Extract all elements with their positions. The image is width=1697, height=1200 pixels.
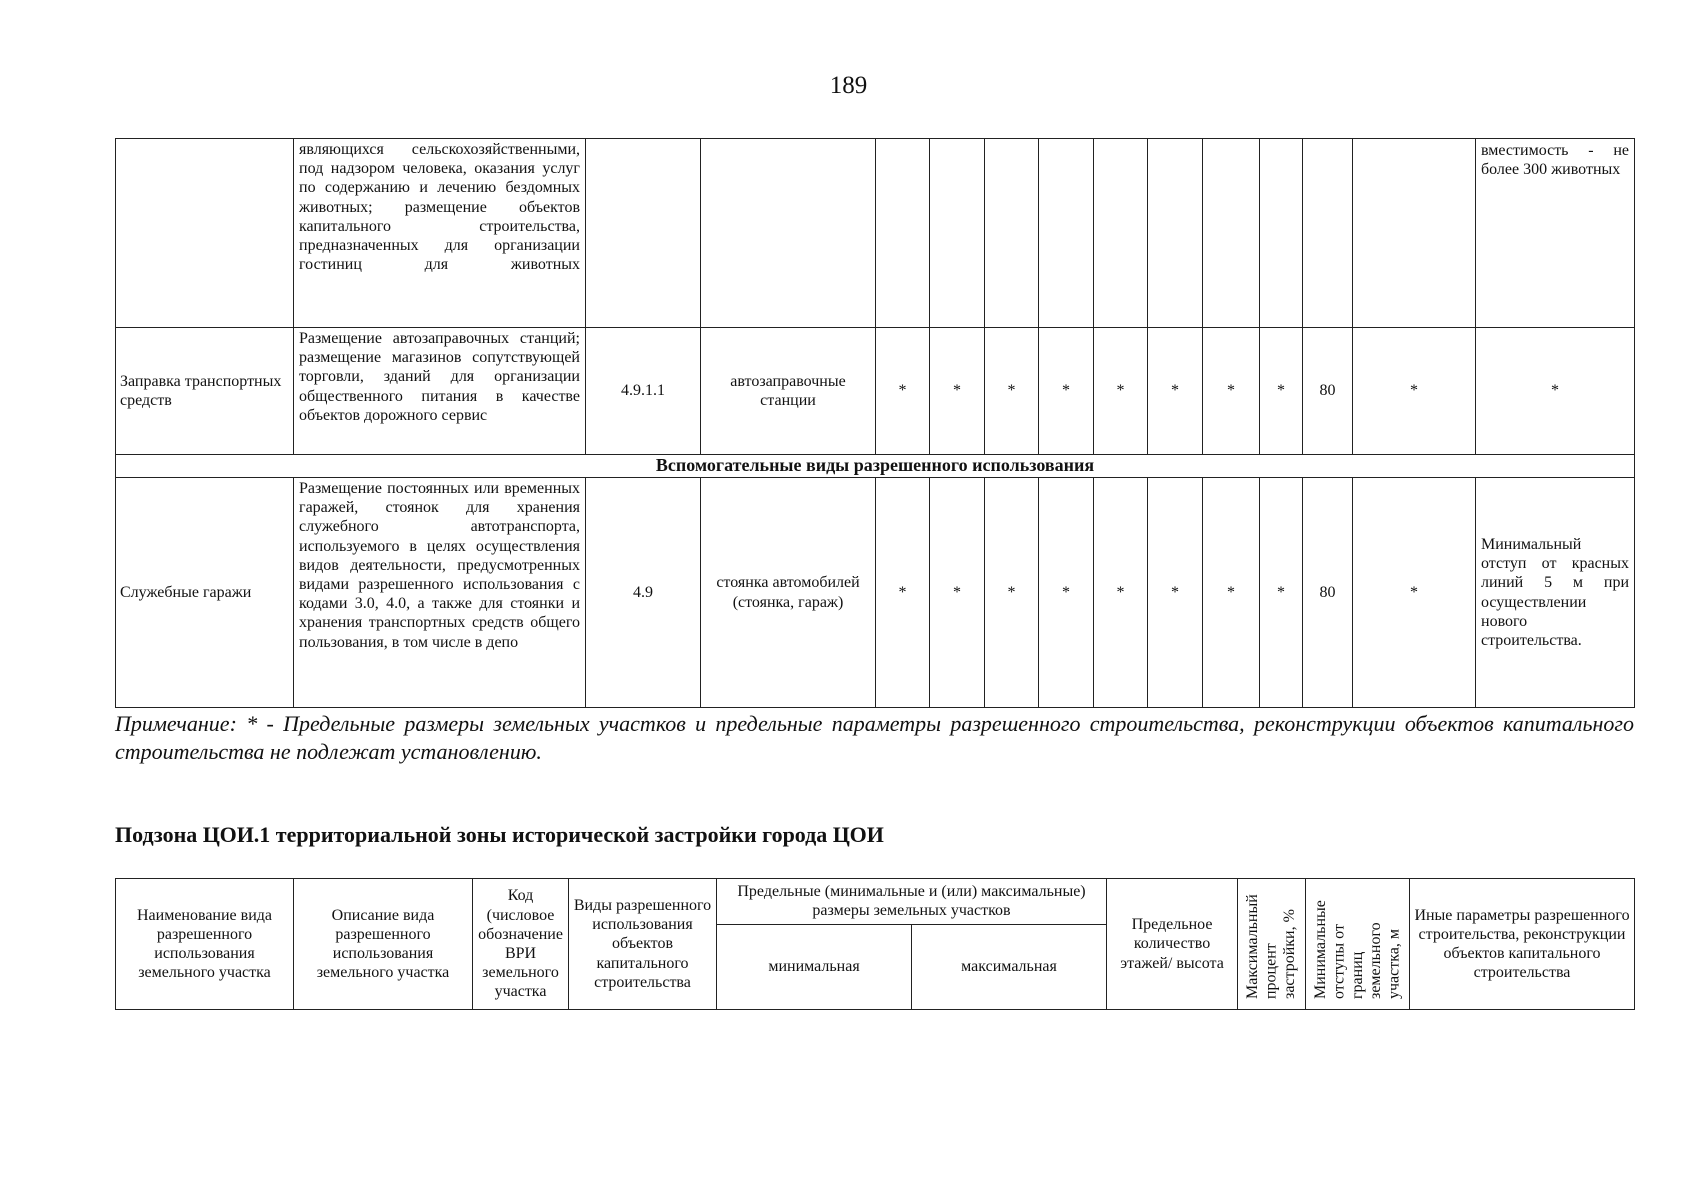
other-params-cell: Минимальный отступ от красных линий 5 м при осуществлении нового строительства.	[1476, 478, 1635, 708]
header-objects: Виды разрешенного использования объектов капитального строительства	[569, 879, 717, 1010]
setback-cell: *	[1353, 478, 1476, 708]
table-note: Примечание: * - Предельные размеры земельных участков и предельные параметры разрешенного строительства, реконструкции объектов капитального строительства не подлежат установлению.	[115, 711, 1634, 764]
param-cell: *	[1203, 328, 1260, 455]
param-cell: *	[1039, 478, 1094, 708]
description-cell: Размещение автозаправочных станций; размещение магазинов сопутствующей торговли, зданий для организации общественного питания в качестве объектов дорожного сервис	[294, 328, 586, 455]
header-other: Иные параметры разрешенного строительства, реконструкции объектов капитального строительства	[1410, 879, 1635, 1010]
subheading: Вспомогательные виды разрешенного использования	[116, 455, 1635, 478]
param-cell: *	[1203, 478, 1260, 708]
header-setback-label: Минимальные отступы от границ земельного участка, м	[1311, 900, 1403, 999]
name-cell: Служебные гаражи	[116, 478, 294, 708]
param-cell: *	[930, 478, 985, 708]
objects-cell: стоянка автомобилей (стоянка, гараж)	[701, 478, 876, 708]
page-number: 189	[829, 72, 868, 99]
param-cell: *	[1260, 478, 1303, 708]
description-cell: являющихся сельскохозяйственными, под надзором человека, оказания услуг по содержанию и лечению бездомных животных; размещение объектов капитального строительства, предназначенных для организации гостиниц для животных	[294, 139, 586, 328]
header-percent-label: Максимальный процент застройки, %	[1243, 894, 1298, 999]
param-cell: *	[1094, 478, 1148, 708]
header-limits: Предельные (минимальные и (или) максимальные) размеры земельных участков	[717, 879, 1107, 925]
param-cell: *	[1039, 328, 1094, 455]
subheading-row	[116, 455, 1635, 478]
header-code: Код (числовое обозначение ВРИ земельного участка	[473, 879, 569, 1010]
code-cell: 4.9.1.1	[586, 328, 701, 455]
percent-cell: 80	[1303, 478, 1353, 708]
zone-header-table	[115, 878, 1635, 1010]
code-cell: 4.9	[586, 478, 701, 708]
description-cell: Размещение постоянных или временных гаражей, стоянок для хранения служебного автотранспорта, используемого в целях осуществления видов деятельности, предусмотренных видами разрешенного использования с кодами 3.0, 4.0, а также для стоянки и хранения транспортных средств общего пользования, в том числе в депо	[294, 478, 586, 708]
other-params-cell: вместимость - не более 300 животных	[1476, 139, 1635, 328]
percent-cell: 80	[1303, 328, 1353, 455]
section-title: Подзона ЦОИ.1 территориальной зоны исторической застройки города ЦОИ	[115, 822, 884, 847]
header-floors: Предельное количество этажей/ высота	[1107, 879, 1238, 1010]
header-max: максимальная	[912, 924, 1107, 1009]
table-row	[116, 139, 1635, 328]
objects-cell: автозаправочные станции	[701, 328, 876, 455]
setback-cell: *	[1353, 328, 1476, 455]
param-cell: *	[1148, 328, 1203, 455]
param-cell: *	[930, 328, 985, 455]
param-cell: *	[876, 328, 930, 455]
param-cell: *	[1094, 328, 1148, 455]
param-cell: *	[1260, 328, 1303, 455]
name-cell	[116, 139, 294, 328]
name-cell: Заправка транспортных средств	[116, 328, 294, 455]
param-cell: *	[876, 478, 930, 708]
table-row	[116, 328, 1635, 455]
param-cell: *	[1148, 478, 1203, 708]
header-min: минимальная	[717, 924, 912, 1009]
header-percent	[1238, 879, 1306, 1010]
other-params-cell: *	[1476, 328, 1635, 455]
header-description: Описание вида разрешенного использования земельного участка	[294, 879, 473, 1010]
table-row	[116, 478, 1635, 708]
param-cell: *	[985, 328, 1039, 455]
land-use-table	[115, 138, 1635, 708]
header-name: Наименование вида разрешенного использования земельного участка	[116, 879, 294, 1010]
header-setback	[1306, 879, 1410, 1010]
param-cell: *	[985, 478, 1039, 708]
